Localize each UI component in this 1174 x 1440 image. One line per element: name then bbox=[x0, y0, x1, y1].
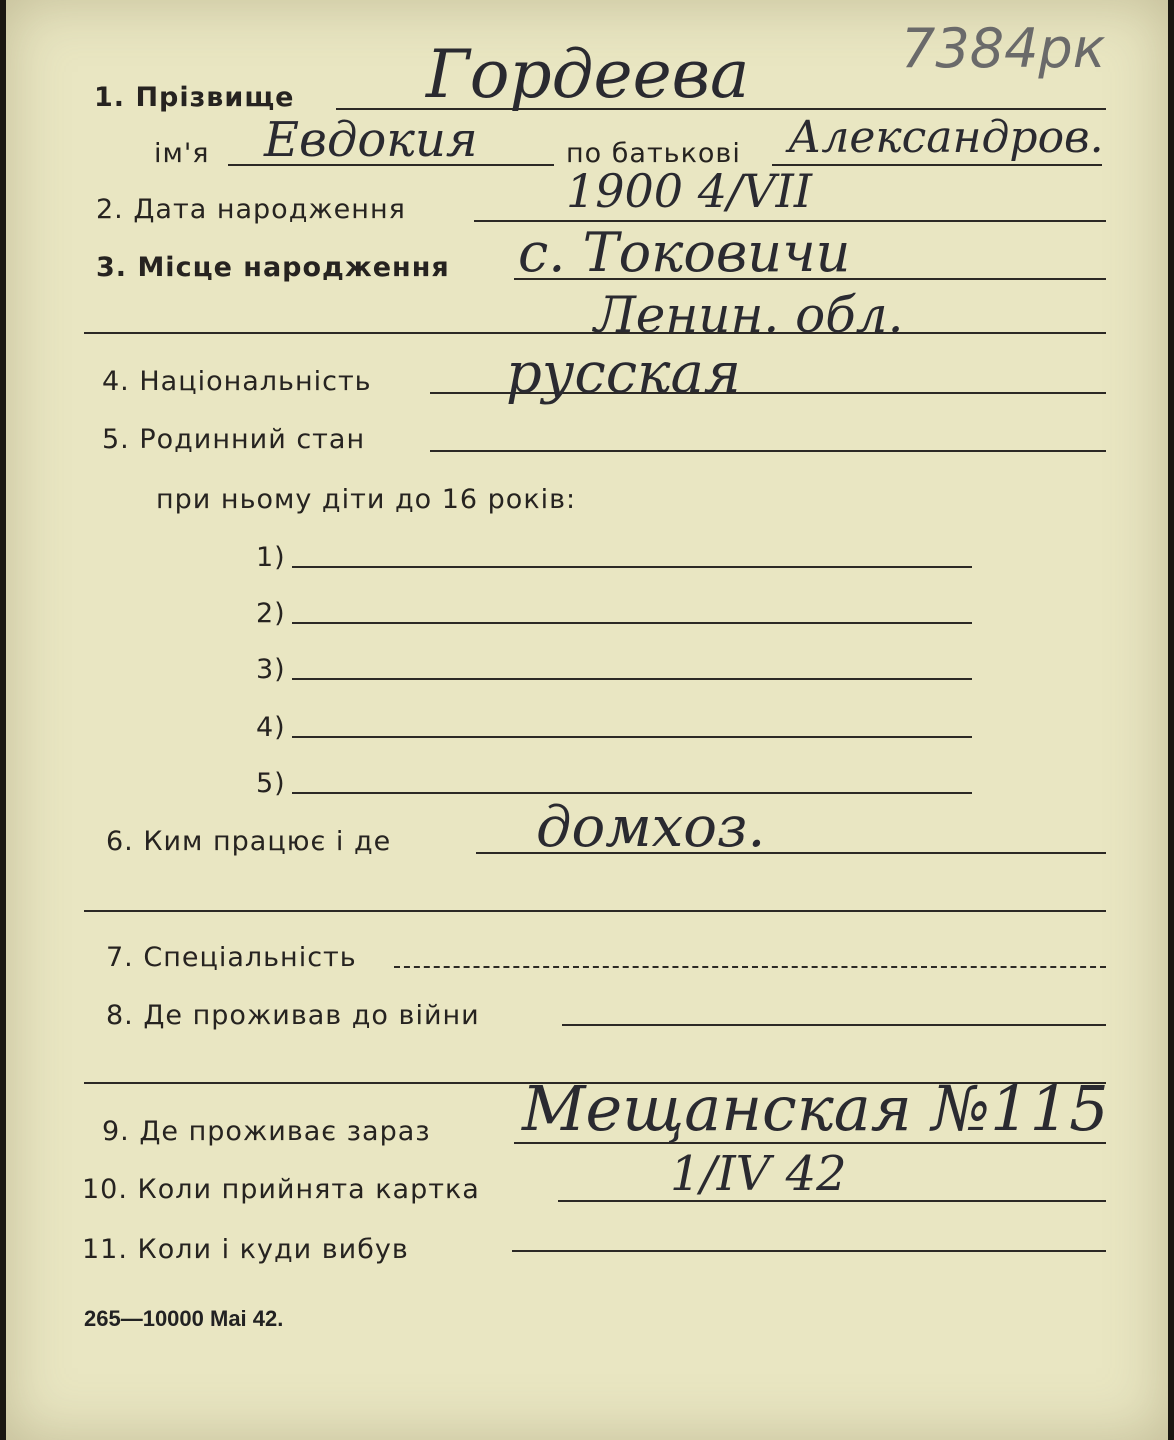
prewar-label: 8. Де проживав до війни bbox=[106, 1000, 480, 1031]
child-4-label: 4) bbox=[256, 712, 286, 743]
card-date-label: 10. Коли прийнята картка bbox=[82, 1174, 480, 1205]
registration-card bbox=[6, 0, 1168, 1440]
current-value: Мещанская №115 bbox=[522, 1072, 1109, 1145]
print-info: 265—10000 Mai 42. bbox=[84, 1306, 284, 1331]
birthplace-label: 3. Місце народження bbox=[96, 252, 450, 283]
name-value: Евдокия bbox=[264, 112, 478, 168]
occupation-label: 6. Ким працює і де bbox=[106, 826, 392, 857]
patronymic-label: по батькові bbox=[566, 138, 741, 169]
birthdate-value: 1900 4/VII bbox=[566, 164, 813, 218]
card-date-value: 1/IV 42 bbox=[670, 1146, 847, 1202]
child-5-line bbox=[292, 792, 972, 794]
occupation-value: домхоз. bbox=[536, 795, 766, 860]
occupation-line-2 bbox=[84, 910, 1106, 912]
child-1-label: 1) bbox=[256, 542, 286, 573]
archive-number: 7384рк bbox=[901, 17, 1106, 80]
patronymic-line bbox=[772, 164, 1102, 166]
child-3-line bbox=[292, 678, 972, 680]
departure-line bbox=[512, 1250, 1106, 1252]
departure-label: 11. Коли і куди вибув bbox=[82, 1234, 409, 1265]
child-2-line bbox=[292, 622, 972, 624]
birthplace-value-2: Ленин. обл. bbox=[594, 286, 904, 344]
marital-line bbox=[430, 450, 1106, 452]
name-label: ім'я bbox=[154, 138, 210, 169]
prewar-line bbox=[562, 1024, 1106, 1026]
nationality-value: русская bbox=[506, 341, 741, 406]
surname-value: Гордеева bbox=[426, 36, 750, 113]
current-label: 9. Де проживає зараз bbox=[102, 1116, 431, 1147]
child-2-label: 2) bbox=[256, 598, 286, 629]
child-5-label: 5) bbox=[256, 768, 286, 799]
birthplace-value: с. Токовичи bbox=[518, 221, 851, 284]
child-3-label: 3) bbox=[256, 654, 286, 685]
birthdate-label: 2. Дата народження bbox=[96, 194, 406, 225]
child-4-line bbox=[292, 736, 972, 738]
nationality-label: 4. Національність bbox=[102, 366, 372, 397]
surname-label: 1. Прізвище bbox=[94, 82, 295, 113]
patronymic-value: Александров. bbox=[788, 112, 1104, 163]
specialty-line bbox=[394, 966, 1106, 968]
specialty-label: 7. Спеціальність bbox=[106, 942, 357, 973]
marital-label: 5. Родинний стан bbox=[102, 424, 366, 455]
children-label: при ньому діти до 16 років: bbox=[156, 484, 577, 515]
child-1-line bbox=[292, 566, 972, 568]
